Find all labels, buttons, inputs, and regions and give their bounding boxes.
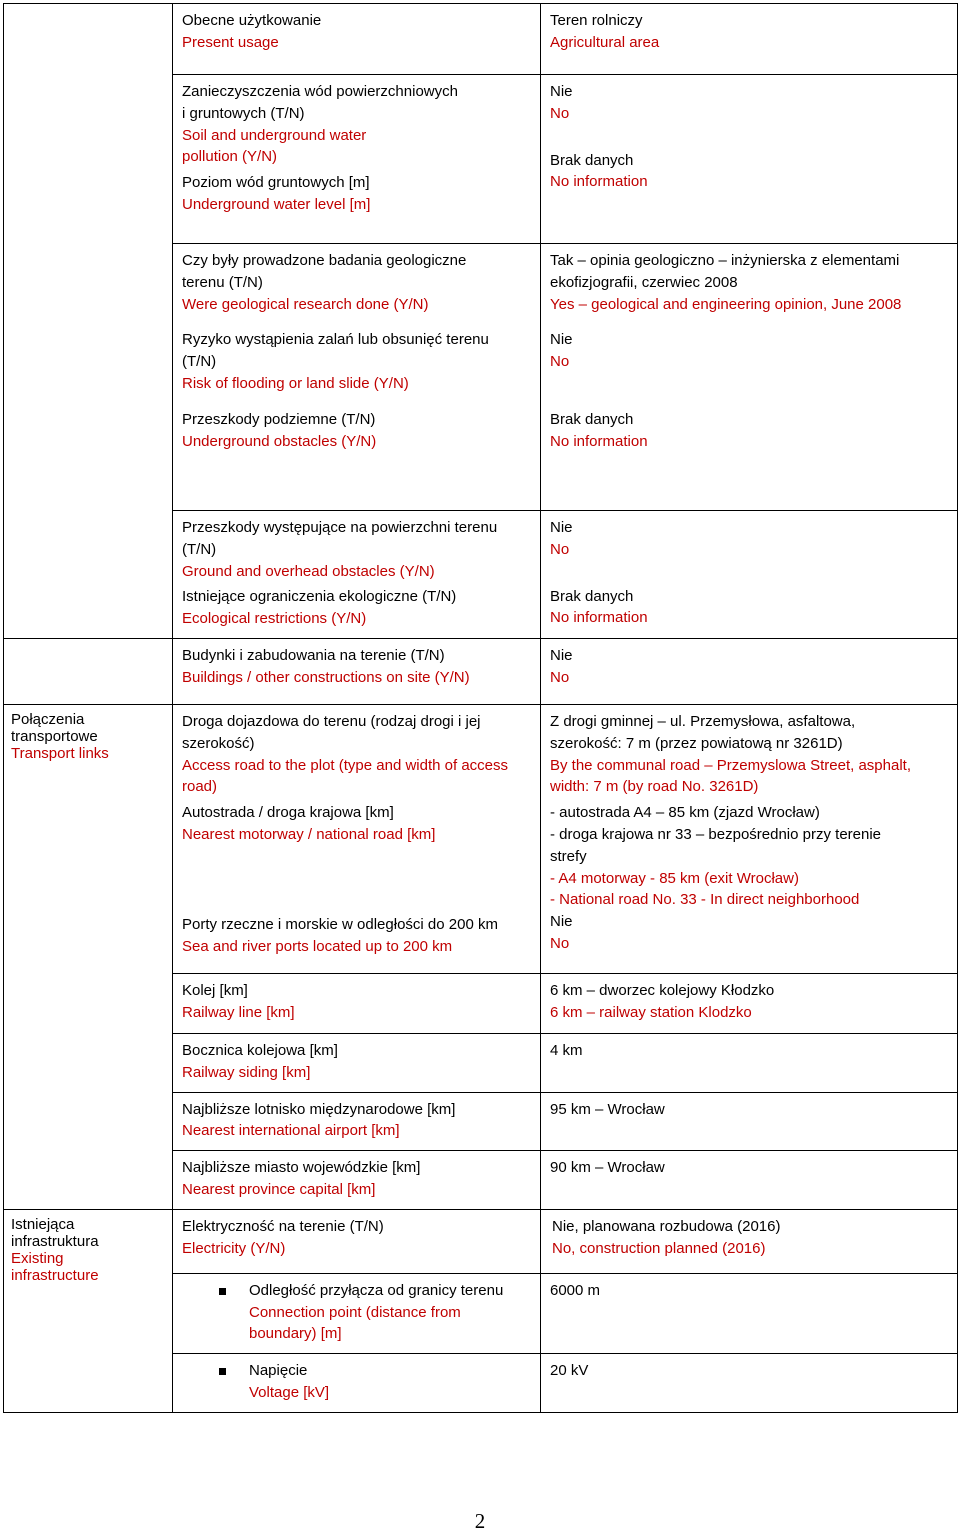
value: 6000 m <box>550 1281 601 1299</box>
section-title-en: Existing <box>11 1249 64 1267</box>
label-cell <box>173 75 541 244</box>
label-en: Underground water level [m] <box>182 195 371 213</box>
section-title-pl: infrastruktura <box>11 1232 99 1250</box>
value-en: No information <box>550 173 648 191</box>
label-pl: Przeszkody występujące na powierzchni terenu <box>182 519 498 536</box>
label-en: road) <box>182 778 218 796</box>
label-cell <box>173 244 541 511</box>
value-en: - National road No. 33 - In direct neighborhood <box>550 891 860 909</box>
label-cell <box>173 704 541 973</box>
table-row <box>4 4 958 75</box>
label-cell <box>173 1354 541 1413</box>
value-en: 6 km – railway station Klodzko <box>550 1003 752 1021</box>
value-cell <box>541 1209 958 1273</box>
label-cell <box>173 1033 541 1092</box>
label-en: Soil and underground water <box>182 126 367 144</box>
value-pl: strefy <box>550 847 587 865</box>
label-pl: terenu (T/N) <box>182 273 263 291</box>
value-cell <box>541 1354 958 1413</box>
label-en: pollution (Y/N) <box>182 148 278 166</box>
label-pl: szerokość) <box>182 734 255 752</box>
label-en: Connection point (distance from <box>249 1303 461 1321</box>
value-en: By the communal road – Przemyslowa Street, asphalt, <box>550 756 911 774</box>
value-pl: Nie <box>550 646 573 664</box>
label-en: Were geological research done (Y/N) <box>182 295 429 313</box>
label-pl: Najbliższe lotnisko międzynarodowe [km] <box>182 1100 456 1118</box>
label-pl: (T/N) <box>182 353 217 371</box>
value-cell <box>541 1273 958 1353</box>
label-cell <box>173 1151 541 1210</box>
value-en: No <box>550 668 570 686</box>
value-pl: Nie <box>550 519 573 536</box>
value-pl: Nie <box>550 331 573 349</box>
label-en: Electricity (Y/N) <box>182 1239 286 1257</box>
label-pl: Przeszkody podziemne (T/N) <box>182 410 376 428</box>
label-en: Nearest international airport [km] <box>182 1122 400 1140</box>
section-title-pl: Istniejąca <box>11 1215 75 1233</box>
table-row <box>4 638 958 704</box>
label-en: Sea and river ports located up to 200 km <box>182 937 453 955</box>
value-en: No <box>550 540 570 558</box>
label-pl: Napięcie <box>249 1362 308 1380</box>
value-cell <box>541 638 958 704</box>
value-pl: ekofizjografii, czerwiec 2008 <box>550 273 738 291</box>
section-title-en: Transport links <box>11 744 109 762</box>
section-cell-infrastructure <box>4 1209 173 1412</box>
label-pl: Bocznica kolejowa [km] <box>182 1041 338 1059</box>
label-pl: Obecne użytkowanie <box>182 12 322 29</box>
value: 20 kV <box>550 1362 589 1380</box>
data-table <box>3 3 958 1413</box>
label-pl: Autostrada / droga krajowa [km] <box>182 804 394 822</box>
value: 4 km <box>550 1041 583 1059</box>
empty-section-cell <box>4 638 173 704</box>
table-row <box>4 1209 958 1273</box>
value-en: - A4 motorway - 85 km (exit Wrocław) <box>550 869 799 887</box>
value-en: No information <box>550 609 648 627</box>
label-en: Present usage <box>182 33 279 51</box>
label-cell <box>173 1092 541 1151</box>
label-pl: Najbliższe miasto wojewódzkie [km] <box>182 1159 421 1177</box>
label-pl: Kolej [km] <box>182 981 248 999</box>
section-cell-transport <box>4 704 173 1209</box>
value-pl: Tak – opinia geologiczno – inżynierska z elementami <box>550 252 900 269</box>
table-row <box>4 704 958 973</box>
value-pl: Brak danych <box>550 587 634 605</box>
label-en: Buildings / other constructions on site (Y/N) <box>182 668 470 686</box>
label-pl: Istniejące ograniczenia ekologiczne (T/N) <box>182 588 457 606</box>
value: 90 km – Wrocław <box>550 1159 665 1177</box>
value-cell <box>541 75 958 244</box>
value-en: No, construction planned (2016) <box>552 1239 766 1257</box>
bullet-item <box>182 1280 534 1345</box>
label-cell <box>173 1209 541 1273</box>
label-pl: Elektryczność na terenie (T/N) <box>182 1217 384 1235</box>
value-en: No <box>550 353 570 371</box>
value-cell <box>541 973 958 1033</box>
label-en: Ground and overhead obstacles (Y/N) <box>182 562 435 580</box>
label-en: Nearest motorway / national road [km] <box>182 825 436 843</box>
label-pl: Droga dojazdowa do terenu (rodzaj drogi i jej <box>182 712 481 730</box>
page-number: 2 <box>474 1509 486 1533</box>
label-cell <box>173 4 541 75</box>
value-cell <box>541 704 958 973</box>
label-pl: Zanieczyszczenia wód powierzchniowych <box>182 83 458 100</box>
label-pl: Budynki i zabudowania na terenie (T/N) <box>182 646 445 664</box>
label-en: Voltage [kV] <box>249 1383 330 1401</box>
value-pl: Nie <box>550 913 573 931</box>
section-title-pl: transportowe <box>11 727 98 745</box>
label-pl: Czy były prowadzone badania geologiczne <box>182 252 467 269</box>
value-pl: Z drogi gminnej – ul. Przemysłowa, asfaltowa, <box>550 712 856 730</box>
value: 95 km – Wrocław <box>550 1100 665 1118</box>
value-en: Agricultural area <box>550 33 660 51</box>
label-en: Risk of flooding or land slide (Y/N) <box>182 374 409 392</box>
label-pl: i gruntowych (T/N) <box>182 104 305 122</box>
value-cell <box>541 244 958 511</box>
section-title-pl: Połączenia <box>11 710 85 728</box>
label-en: Access road to the plot (type and width of access <box>182 756 509 774</box>
label-pl: Poziom wód gruntowych [m] <box>182 174 370 192</box>
value-en: width: 7 m (by road No. 3261D) <box>550 778 759 796</box>
value-en: No <box>550 104 570 122</box>
label-pl: Odległość przyłącza od granicy terenu <box>249 1281 504 1299</box>
value-en: No information <box>550 432 648 450</box>
label-en: Nearest province capital [km] <box>182 1180 376 1198</box>
value-pl: Teren rolniczy <box>550 12 643 29</box>
value-pl: Brak danych <box>550 410 634 428</box>
value-cell <box>541 511 958 639</box>
label-pl: Porty rzeczne i morskie w odległości do 200 km <box>182 915 498 933</box>
label-en: Railway line [km] <box>182 1003 295 1021</box>
label-en: Ecological restrictions (Y/N) <box>182 610 367 628</box>
value-cell <box>541 1151 958 1210</box>
value-cell <box>541 4 958 75</box>
value-pl: - autostrada A4 – 85 km (zjazd Wrocław) <box>550 804 820 822</box>
label-cell <box>173 638 541 704</box>
section-title-en: infrastructure <box>11 1266 99 1284</box>
label-cell <box>173 511 541 639</box>
value-en: Yes – geological and engineering opinion, June 2008 <box>550 295 902 313</box>
label-en: boundary) [m] <box>249 1325 342 1343</box>
value-pl: Nie <box>550 83 573 100</box>
empty-section-cell <box>4 4 173 639</box>
value-pl: Brak danych <box>550 151 634 169</box>
label-en: Railway siding [km] <box>182 1063 311 1081</box>
value-pl: szerokość: 7 m (przez powiatową nr 3261D) <box>550 734 843 752</box>
label-cell <box>173 1273 541 1353</box>
value-en: No <box>550 934 570 952</box>
bullet-item <box>182 1360 534 1404</box>
value-pl: - droga krajowa nr 33 – bezpośrednio przy terenie <box>550 825 882 843</box>
value-cell <box>541 1033 958 1092</box>
value-pl: 6 km – dworzec kolejowy Kłodzko <box>550 981 775 999</box>
label-pl: Ryzyko wystąpienia zalań lub obsunięć terenu <box>182 331 489 349</box>
value-pl: Nie, planowana rozbudowa (2016) <box>552 1217 781 1235</box>
label-en: Underground obstacles (Y/N) <box>182 432 377 450</box>
value-cell <box>541 1092 958 1151</box>
label-pl: (T/N) <box>182 540 217 558</box>
label-cell <box>173 973 541 1033</box>
